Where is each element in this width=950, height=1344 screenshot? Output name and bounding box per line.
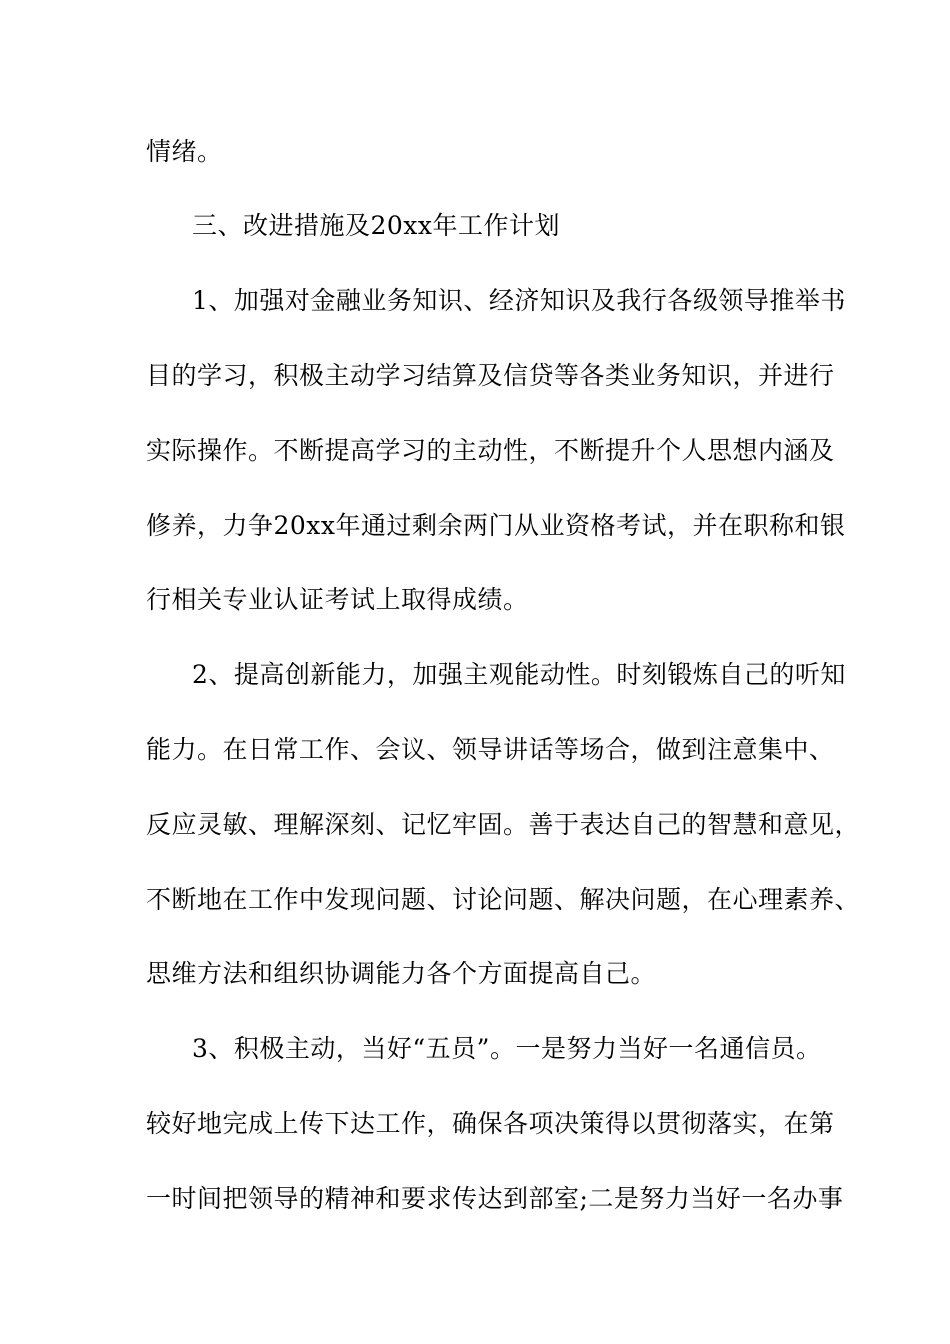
text-line: 实际操作。不断提高学习的主动性，不断提升个人思想内涵及 <box>146 436 835 465</box>
text-line: 3、积极主动，当好“五员”。一是努力当好一名通信员。 <box>192 1034 822 1063</box>
text-line: 修养，力争20xx年通过剩余两门从业资格考试，并在职称和银 <box>146 511 846 540</box>
text-line: 较好地完成上传下达工作，确保各项决策得以贯彻落实，在第 <box>146 1109 835 1138</box>
text-line: 反应灵敏、理解深刻、记忆牢固。善于表达自己的智慧和意见， <box>146 810 861 839</box>
text-line: 2、提高创新能力，加强主观能动性。时刻锻炼自己的听知 <box>192 660 846 689</box>
text-line: 能力。在日常工作、会议、领导讲话等场合，做到注意集中、 <box>146 735 835 764</box>
text-line: 一时间把领导的精神和要求传达到部室;二是努力当好一名办事 <box>146 1184 844 1213</box>
text-line: 行相关专业认证考试上取得成绩。 <box>146 585 529 614</box>
section-heading: 三、改进措施及20xx年工作计划 <box>192 211 561 240</box>
text-line: 思维方法和组织协调能力各个方面提高自己。 <box>146 959 657 988</box>
text-line: 不断地在工作中发现问题、讨论问题、解决问题，在心理素养、 <box>146 885 861 914</box>
text-line: 目的学习，积极主动学习结算及信贷等各类业务知识，并进行 <box>146 361 835 390</box>
text-line: 情绪。 <box>146 137 223 166</box>
text-line: 1、加强对金融业务知识、经济知识及我行各级领导推举书 <box>192 286 846 315</box>
